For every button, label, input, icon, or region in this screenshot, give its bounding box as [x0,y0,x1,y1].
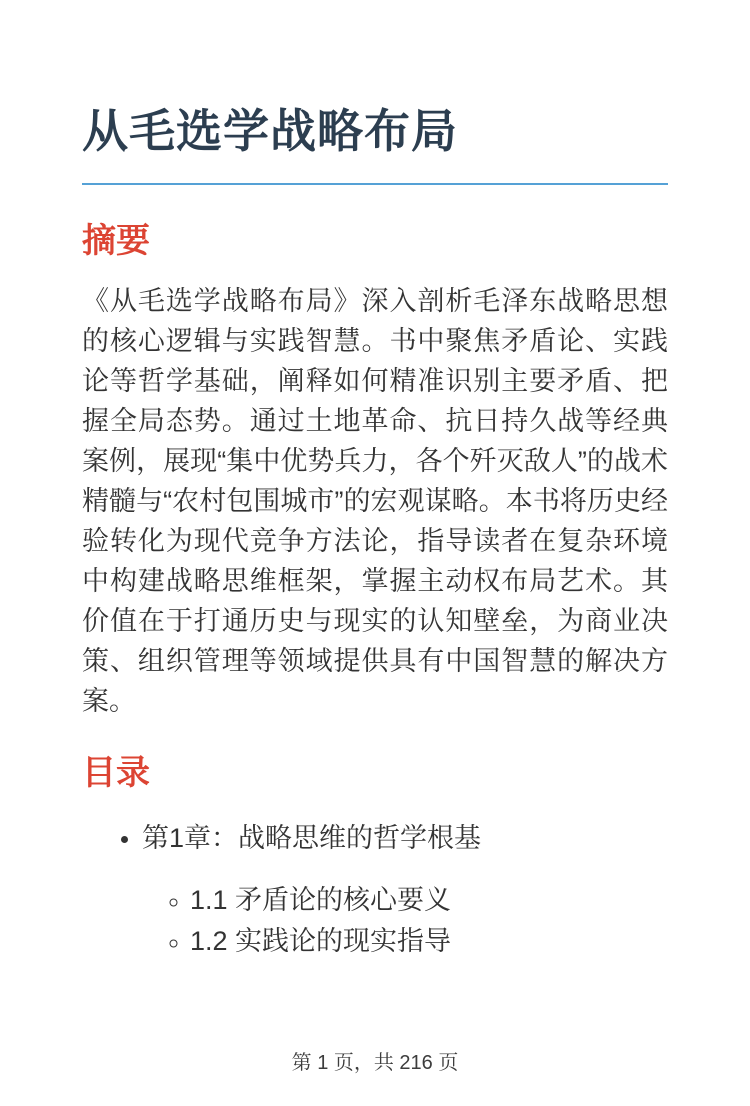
toc-sublist [142,880,668,962]
abstract-paragraph: 《从毛选学战略布局》深入剖析毛泽东战略思想的核心逻辑与实践智慧。书中聚焦矛盾论、实践论等哲学基础，阐释如何精准识别主要矛盾、把握全局态势。通过土地革命、抗日持久战等经典案例，展现“集中优势兵力，各个歼灭敌人”的战术精髓与“农村包围城市”的宏观谋略。本书将历史经验转化为现代竞争方法论，指导读者在复杂环境中构建战略思维框架，掌握主动权布局艺术。其价值在于打通历史与现实的认知壁垒，为商业决策、组织管理等领域提供具有中国智慧的解决方案。 [82,286,668,717]
page-title: 从毛选学战略布局 [82,105,458,157]
toc-subitem-label: 1.1 矛盾论的核心要义 [190,885,452,916]
toc-chapter-label: 第1章：战略思维的哲学根基 [142,823,482,854]
toc-chapter-item [142,818,668,962]
page-number-footer: 第 1 页，共 216 页 [291,1052,459,1074]
abstract-heading: 摘要 [82,221,150,260]
document-page [0,106,750,962]
toc-subitem-label: 1.2 实践论的现实指导 [190,926,452,957]
title-divider [82,183,668,185]
toc-list [82,818,668,962]
toc-subitem [190,880,668,921]
toc-subitem [190,921,668,962]
toc-heading: 目录 [82,754,150,793]
